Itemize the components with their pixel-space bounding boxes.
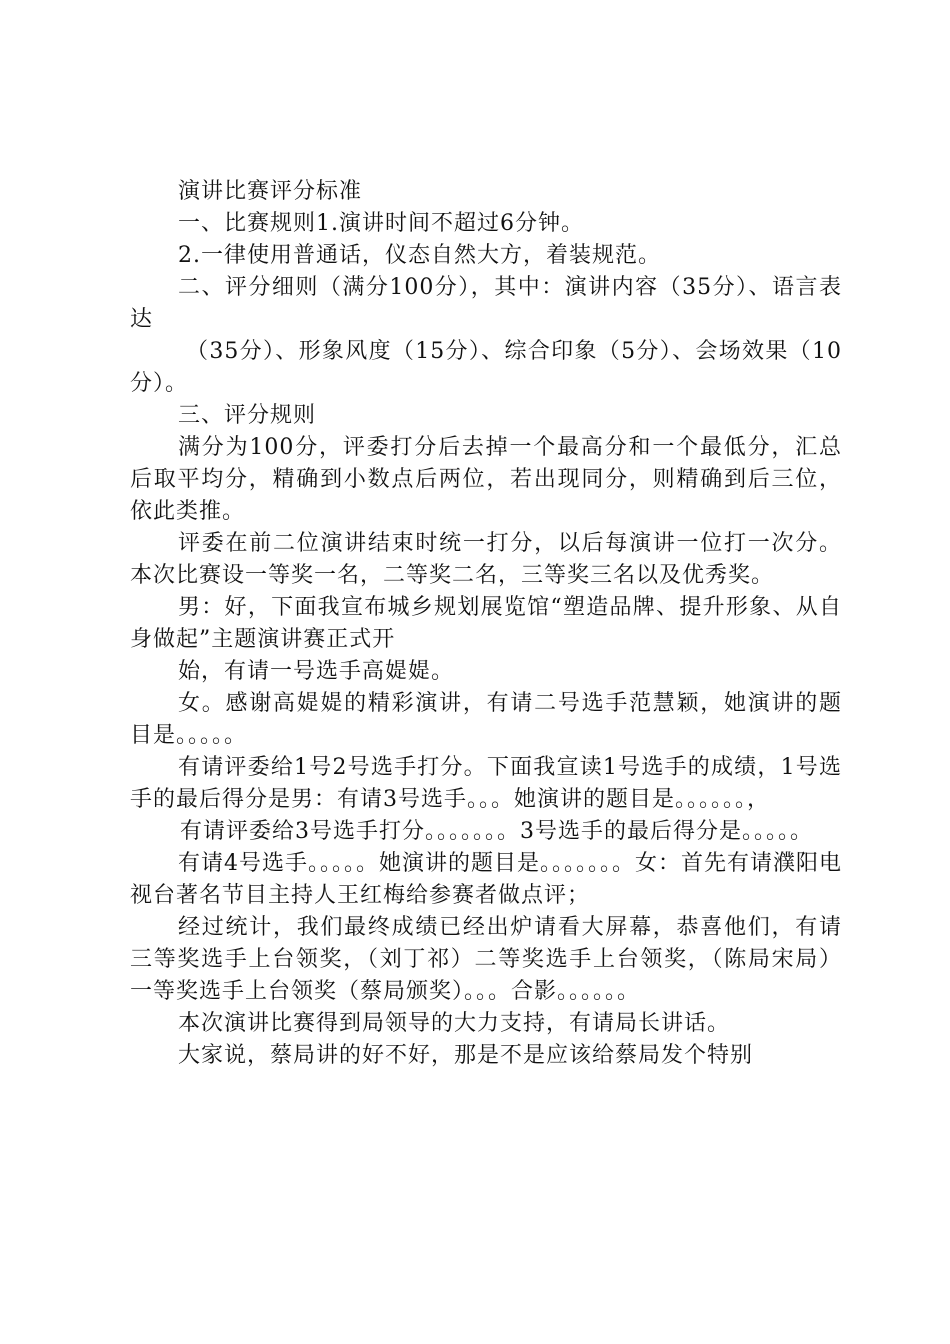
document-body — [130, 176, 842, 1072]
paragraph-contestant-4: 有请4号选手。。。。。她演讲的题目是。。。。。。。女：首先有请濮阳电视台著名节目主持人王红梅给参赛者做点评； — [130, 851, 842, 908]
paragraph-scoring-details-cont: （35分）、形象风度（15分）、综合印象（5分）、会场效果（10分）。 — [130, 339, 842, 396]
document-title: 演讲比赛评分标准 — [178, 179, 363, 204]
paragraph-scoring-details: 二、评分细则（满分100分），其中：演讲内容（35分）、语言表达 — [130, 275, 842, 332]
paragraph-rules-2: 2.一律使用普通话，仪态自然大方，着装规范。 — [178, 243, 661, 268]
paragraph-full-score: 满分为100分，评委打分后去掉一个最高分和一个最低分，汇总后取平均分，精确到小数点后两位，若出现同分，则精确到后三位，依此类推。 — [130, 435, 842, 524]
paragraph-rules-1: 一、比赛规则1.演讲时间不超过6分钟。 — [178, 211, 584, 236]
paragraph-scoring-rules-heading: 三、评分规则 — [178, 403, 317, 428]
paragraph-male-host-opening: 男：好，下面我宣布城乡规划展览馆“塑造品牌、提升形象、从自身做起”主题演讲赛正式开 — [130, 595, 842, 652]
paragraph-judges: 评委在前二位演讲结束时统一打分，以后每演讲一位打一次分。本次比赛设一等奖一名，二等奖二名，三等奖三名以及优秀奖。 — [130, 531, 842, 588]
paragraph-female-host: 女。感谢高媞媞的精彩演讲，有请二号选手范慧颖，她演讲的题目是。。。。。 — [130, 691, 842, 748]
paragraph-scores-3: 有请评委给3号选手打分。。。。。。。3号选手的最后得分是。。。。。 — [180, 819, 813, 844]
paragraph-closing: 大家说，蔡局讲的好不好，那是不是应该给蔡局发个特别 — [178, 1043, 754, 1068]
paragraph-scores-1-2: 有请评委给1号2号选手打分。下面我宣读1号选手的成绩，1号选手的最后得分是男：有请3号选手。。。她演讲的题目是。。。。。。， — [130, 755, 842, 812]
paragraph-first-contestant: 始，有请一号选手高媞媞。 — [178, 659, 455, 684]
paragraph-leader-speech: 本次演讲比赛得到局领导的大力支持，有请局长讲话。 — [178, 1011, 731, 1036]
paragraph-results: 经过统计，我们最终成绩已经出炉请看大屏幕，恭喜他们，有请三等奖选手上台领奖，（刘丁祁）二等奖选手上台领奖，（陈局宋局）一等奖选手上台领奖（蔡局颁奖）。。。合影。。。。。。 — [130, 915, 842, 1004]
